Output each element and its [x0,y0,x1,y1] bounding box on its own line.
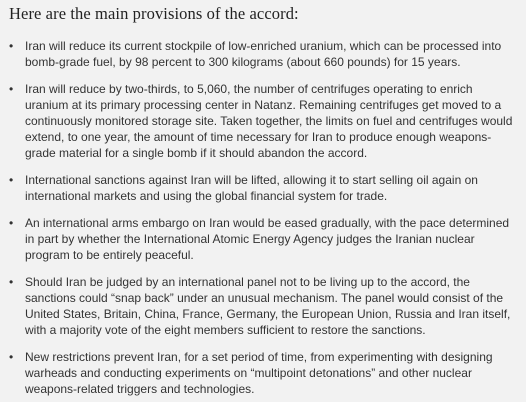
provision-text: International sanctions against Iran will be lifted, allowing it to start selling oil again on international markets and using the global financial system for trade. [25,173,478,203]
bullet-icon: • [9,350,14,364]
provision-text: Iran will reduce by two-thirds, to 5,060, the number of centrifuges operating to enrich uranium at its primary processing center in Natanz. Remaining centrifuges get moved to a continuously monitored storage site. Taken together, the limits on fuel and centrifuges would extend, to one year, the amount of time necessary for Iran to produce enough weapons-grade material for a single bomb if it should abandon the accord. [25,82,513,160]
provision-text: An international arms embargo on Iran would be eased gradually, with the pace determined in part by whether the International Atomic Energy Agency judges the Iranian nuclear program to be entirely peaceful. [25,216,510,262]
list-item [9,215,516,263]
provision-text: New restrictions prevent Iran, for a set period of time, from experimenting with designing warheads and conducting experiments on “multipoint detonations” and other nuclear weapons-related triggers and technologies. [25,350,493,396]
list-item [9,349,516,397]
bullet-icon: • [9,173,14,187]
provision-text: Should Iran be judged by an international panel not to be living up to the accord, the sanctions could “snap back” under an unusual mechanism. The panel would consist of the United States, Britain, China, France, Germany, the European Union, Russia and Iran itself, with a majority vote of the eight members sufficient to restore the sanctions. [25,275,511,337]
bullet-icon: • [9,275,14,289]
bullet-icon: • [9,39,14,53]
bullet-icon: • [9,82,14,96]
provisions-list [9,38,516,397]
list-item [9,274,516,338]
section-heading: Here are the main provisions of the accord: [9,4,299,23]
list-item [9,38,516,70]
list-item [9,81,516,161]
list-item [9,172,516,204]
provision-text: Iran will reduce its current stockpile of low-enriched uranium, which can be processed into bomb-grade fuel, by 98 percent to 300 kilograms (about 660 pounds) for 15 years. [25,39,502,69]
bullet-icon: • [9,216,14,230]
